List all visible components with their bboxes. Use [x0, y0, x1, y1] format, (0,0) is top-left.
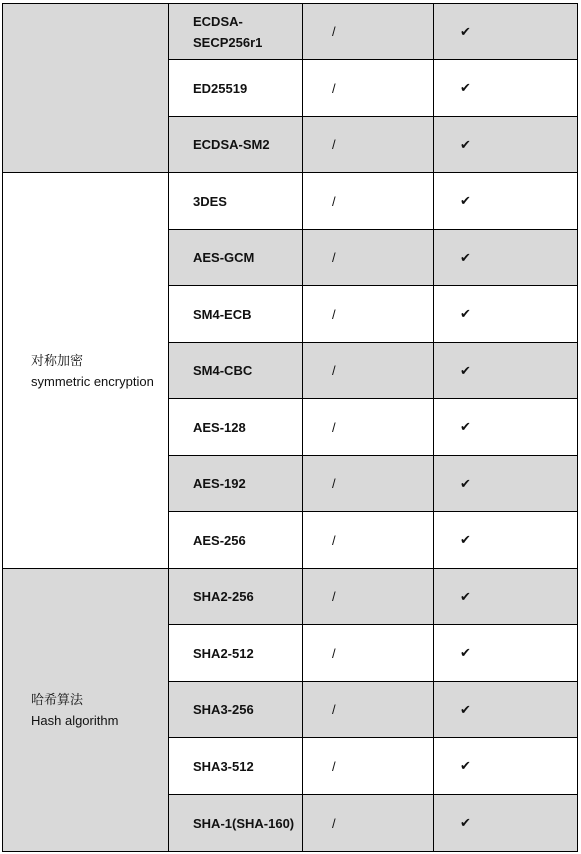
- algorithm-name: AES-256: [169, 512, 303, 569]
- check-icon: ✔: [434, 60, 578, 117]
- check-icon: ✔: [434, 4, 578, 60]
- algorithm-name: SHA3-256: [169, 682, 303, 738]
- check-icon: ✔: [434, 286, 578, 343]
- check-icon: ✔: [434, 512, 578, 569]
- category-cell: [3, 4, 169, 173]
- table-row: [3, 173, 578, 230]
- check-icon: ✔: [434, 738, 578, 795]
- not-supported-mark: /: [303, 286, 434, 343]
- not-supported-mark: /: [303, 795, 434, 852]
- algorithm-name: ECDSA-SM2: [169, 117, 303, 173]
- not-supported-mark: /: [303, 4, 434, 60]
- table-row: [3, 569, 578, 625]
- not-supported-mark: /: [303, 117, 434, 173]
- not-supported-mark: /: [303, 60, 434, 117]
- check-icon: ✔: [434, 456, 578, 512]
- not-supported-mark: /: [303, 682, 434, 738]
- algorithm-name: SHA2-256: [169, 569, 303, 625]
- check-icon: ✔: [434, 399, 578, 456]
- algorithm-name: SHA3-512: [169, 738, 303, 795]
- table-body: [3, 4, 578, 852]
- check-icon: ✔: [434, 230, 578, 286]
- not-supported-mark: /: [303, 456, 434, 512]
- algorithm-name: SM4-CBC: [169, 343, 303, 399]
- not-supported-mark: /: [303, 625, 434, 682]
- check-icon: ✔: [434, 569, 578, 625]
- check-icon: ✔: [434, 173, 578, 230]
- algorithm-name: 3DES: [169, 173, 303, 230]
- algorithm-name: AES-GCM: [169, 230, 303, 286]
- not-supported-mark: /: [303, 738, 434, 795]
- category-label-en: symmetric encryption: [31, 373, 154, 389]
- category-label-zh: 哈希算法: [31, 692, 84, 707]
- check-icon: ✔: [434, 343, 578, 399]
- category-cell: [3, 569, 169, 852]
- algorithm-name: SHA2-512: [169, 625, 303, 682]
- algorithm-name: ECDSA- SECP256r1: [169, 4, 303, 60]
- algorithm-name: ED25519: [169, 60, 303, 117]
- not-supported-mark: /: [303, 230, 434, 286]
- category-cell: [3, 173, 169, 569]
- not-supported-mark: /: [303, 512, 434, 569]
- not-supported-mark: /: [303, 569, 434, 625]
- algorithm-name: AES-128: [169, 399, 303, 456]
- not-supported-mark: /: [303, 343, 434, 399]
- not-supported-mark: /: [303, 399, 434, 456]
- table-row: [3, 4, 578, 60]
- check-icon: ✔: [434, 117, 578, 173]
- algorithm-name: AES-192: [169, 456, 303, 512]
- check-icon: ✔: [434, 682, 578, 738]
- category-label-zh: 对称加密: [31, 352, 84, 368]
- category-label-en: Hash algorithm: [31, 713, 119, 728]
- check-icon: ✔: [434, 795, 578, 852]
- not-supported-mark: /: [303, 173, 434, 230]
- algorithm-name: SM4-ECB: [169, 286, 303, 343]
- algorithm-support-table: [2, 3, 578, 852]
- algorithm-name: SHA-1(SHA-160): [169, 795, 303, 852]
- check-icon: ✔: [434, 625, 578, 682]
